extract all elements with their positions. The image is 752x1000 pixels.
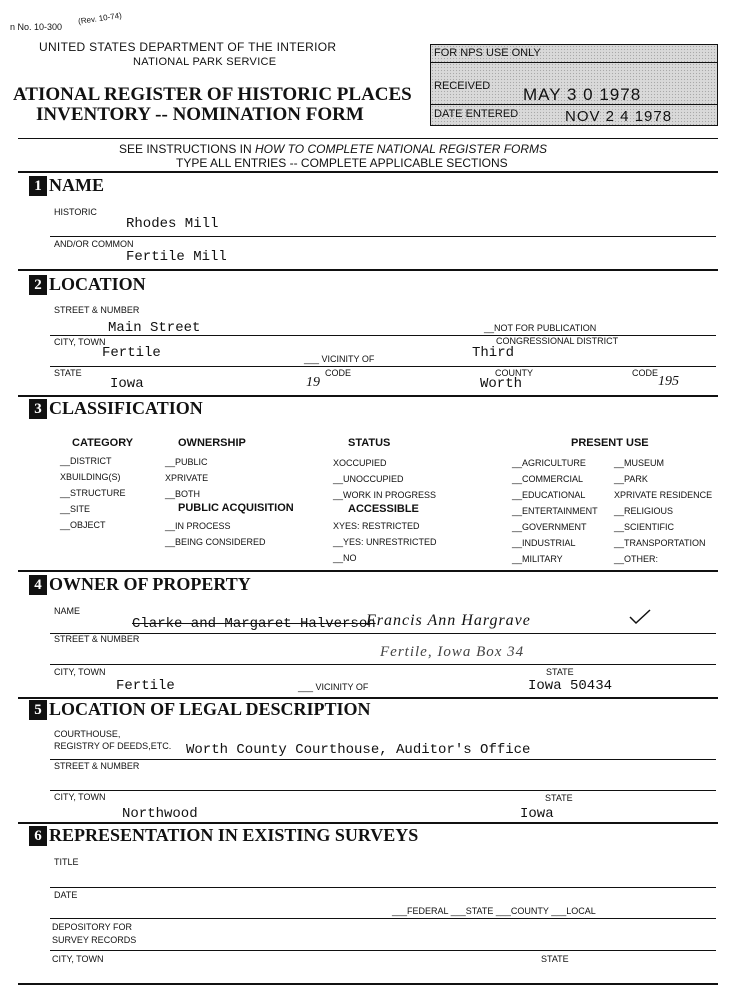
use-military: __MILITARY [512,554,563,564]
rule [18,269,718,271]
use-agriculture: __AGRICULTURE [512,458,586,468]
owner-vicinity-label: ___ VICINITY OF [298,682,369,692]
category-buildings: XBUILDING(S) [60,472,121,482]
courthouse-label: COURTHOUSE, [54,729,121,739]
category-object: __OBJECT [60,520,106,530]
status-work-in-progress: __WORK IN PROGRESS [333,490,437,500]
rule [18,138,718,139]
courthouse-value: Worth County Courthouse, Auditor's Office [186,742,531,758]
legal-city-value: Northwood [122,806,198,822]
historic-label: HISTORIC [54,207,97,217]
section-5-header [29,699,371,720]
received-label: RECEIVED [434,80,491,92]
ownership-both: __BOTH [165,489,201,499]
instructions-italic: HOW TO COMPLETE NATIONAL REGISTER FORMS [255,142,548,156]
use-park: __PARK [614,474,648,484]
section-3-header [29,398,203,419]
rule [50,790,716,791]
section-number: 3 [29,399,47,419]
common-value: Fertile Mill [126,249,227,265]
county-label: COUNTY [495,368,533,378]
owner-street-handwritten: Fertile, Iowa Box 34 [380,644,525,660]
code-label: CODE [325,368,352,378]
code-value: 19 [306,375,320,390]
rule [18,983,718,985]
city-value: Fertile [102,345,161,361]
section-title: REPRESENTATION IN EXISTING SURVEYS [49,825,419,845]
owner-name-handwritten: Francis Ann Hargrave [366,612,531,629]
use-other: __OTHER: [614,554,659,564]
rule [50,366,716,367]
ownership-private: XPRIVATE [165,473,209,483]
use-private-residence: XPRIVATE RESIDENCE [614,490,713,500]
depository-label: DEPOSITORY FOR [52,922,133,932]
county-value: Worth [480,376,523,392]
status-heading: STATUS [348,437,391,449]
accessible-restricted: XYES: RESTRICTED [333,521,420,531]
rule [50,918,716,919]
section-number: 2 [29,275,47,295]
status-unoccupied: __UNOCCUPIED [333,474,404,484]
historic-value: Rhodes Mill [126,216,219,232]
section-2-header [29,274,146,295]
survey-state-label: STATE [541,954,569,964]
use-scientific: __SCIENTIFIC [614,522,675,532]
state-label: STATE [54,368,82,378]
owner-state-label: STATE [546,667,574,677]
checkmark-icon [628,608,652,626]
ownership-heading: OWNERSHIP [178,437,246,449]
not-for-publication: __NOT FOR PUBLICATION [484,323,597,333]
registry-label: REGISTRY OF DEEDS,ETC. [54,741,172,751]
rule [18,395,718,397]
rule [50,887,716,888]
section-number: 4 [29,575,47,595]
street-value: Main Street [108,320,201,336]
owner-street-label: STREET & NUMBER [54,634,140,644]
section-title: NAME [49,175,104,195]
survey-levels: ___FEDERAL ___STATE ___COUNTY ___LOCAL [392,906,596,916]
accessible-unrestricted: __YES: UNRESTRICTED [333,537,437,547]
date-entered-stamp: NOV 2 4 1978 [565,108,673,122]
instructions-line2: TYPE ALL ENTRIES -- COMPLETE APPLICABLE SECTIONS [176,156,508,170]
county-code-value: 195 [658,374,679,389]
nps-box-label: FOR NPS USE ONLY [434,47,541,59]
form-revision: (Rev. 10-74) [77,10,123,27]
use-entertainment: __ENTERTAINMENT [512,506,598,516]
section-title: LOCATION [49,274,146,294]
present-use-heading: PRESENT USE [571,437,649,449]
received-stamp: MAY 3 0 1978 [523,85,642,104]
nps-divider [431,104,717,105]
survey-city-label: CITY, TOWN [52,954,104,964]
category-site: __SITE [60,504,91,514]
congressional-district-label: CONGRESSIONAL DISTRICT [496,336,619,346]
section-title: LOCATION OF LEGAL DESCRIPTION [49,699,371,719]
section-title: OWNER OF PROPERTY [49,574,251,594]
common-label: AND/OR COMMON [54,239,134,249]
section-number: 6 [29,826,47,846]
form-title-line2: INVENTORY -- NOMINATION FORM [36,104,364,125]
acquisition-in-process: __IN PROCESS [165,521,231,531]
status-occupied: XOCCUPIED [333,458,387,468]
owner-city-value: Fertile [116,678,175,694]
survey-date-label: DATE [54,890,78,900]
owner-city-label: CITY, TOWN [54,667,106,677]
department-name: UNITED STATES DEPARTMENT OF THE INTERIOR [39,40,337,54]
nps-use-box [430,44,718,126]
category-structure: __STRUCTURE [60,488,126,498]
section-4-header [29,574,251,595]
owner-name-label: NAME [54,606,81,616]
vicinity-label: ___ VICINITY OF [304,354,375,364]
street-label: STREET & NUMBER [54,305,140,315]
date-entered-label: DATE ENTERED [434,108,519,120]
acquisition-being-considered: __BEING CONSIDERED [165,537,266,547]
form-number: n No. 10-300 [10,22,63,32]
rule [18,570,718,572]
owner-state-value: Iowa 50434 [528,678,613,694]
category-district: __DISTRICT [60,456,112,466]
use-educational: __EDUCATIONAL [512,490,586,500]
owner-name-value: Clarke and Margaret Halverson [132,616,376,632]
county-code-label: CODE [632,368,659,378]
service-name: NATIONAL PARK SERVICE [133,56,277,68]
city-label: CITY, TOWN [54,337,106,347]
instructions-text: SEE INSTRUCTIONS IN [119,142,256,156]
accessible-heading: ACCESSIBLE [348,503,419,515]
legal-city-label: CITY, TOWN [54,792,106,802]
section-number: 1 [29,176,47,196]
category-heading: CATEGORY [72,437,134,449]
section-number: 5 [29,700,47,720]
section-6-header [29,825,418,846]
congressional-district-value: Third [472,345,515,361]
rule [50,236,716,237]
instructions-line1 [119,142,547,156]
legal-state-label: STATE [545,793,573,803]
legal-state-value: Iowa [520,806,554,822]
form-title-line1: ATIONAL REGISTER OF HISTORIC PLACES [13,84,412,105]
nps-divider [431,62,717,63]
ownership-public: __PUBLIC [165,457,208,467]
legal-street-label: STREET & NUMBER [54,761,140,771]
accessible-no: __NO [333,553,357,563]
state-value: Iowa [110,376,144,392]
section-title: CLASSIFICATION [49,398,203,418]
survey-records-label: SURVEY RECORDS [52,935,137,945]
section-1-header [29,175,104,196]
survey-title-label: TITLE [54,857,79,867]
rule [50,664,716,665]
public-acquisition-heading: PUBLIC ACQUISITION [178,502,294,514]
rule [50,633,716,634]
rule [18,822,718,824]
rule [50,950,716,951]
use-religious: __RELIGIOUS [614,506,674,516]
rule [50,759,716,760]
rule [18,171,718,173]
use-industrial: __INDUSTRIAL [512,538,576,548]
use-museum: __MUSEUM [614,458,665,468]
use-commercial: __COMMERCIAL [512,474,584,484]
use-government: __GOVERNMENT [512,522,587,532]
use-transportation: __TRANSPORTATION [614,538,706,548]
